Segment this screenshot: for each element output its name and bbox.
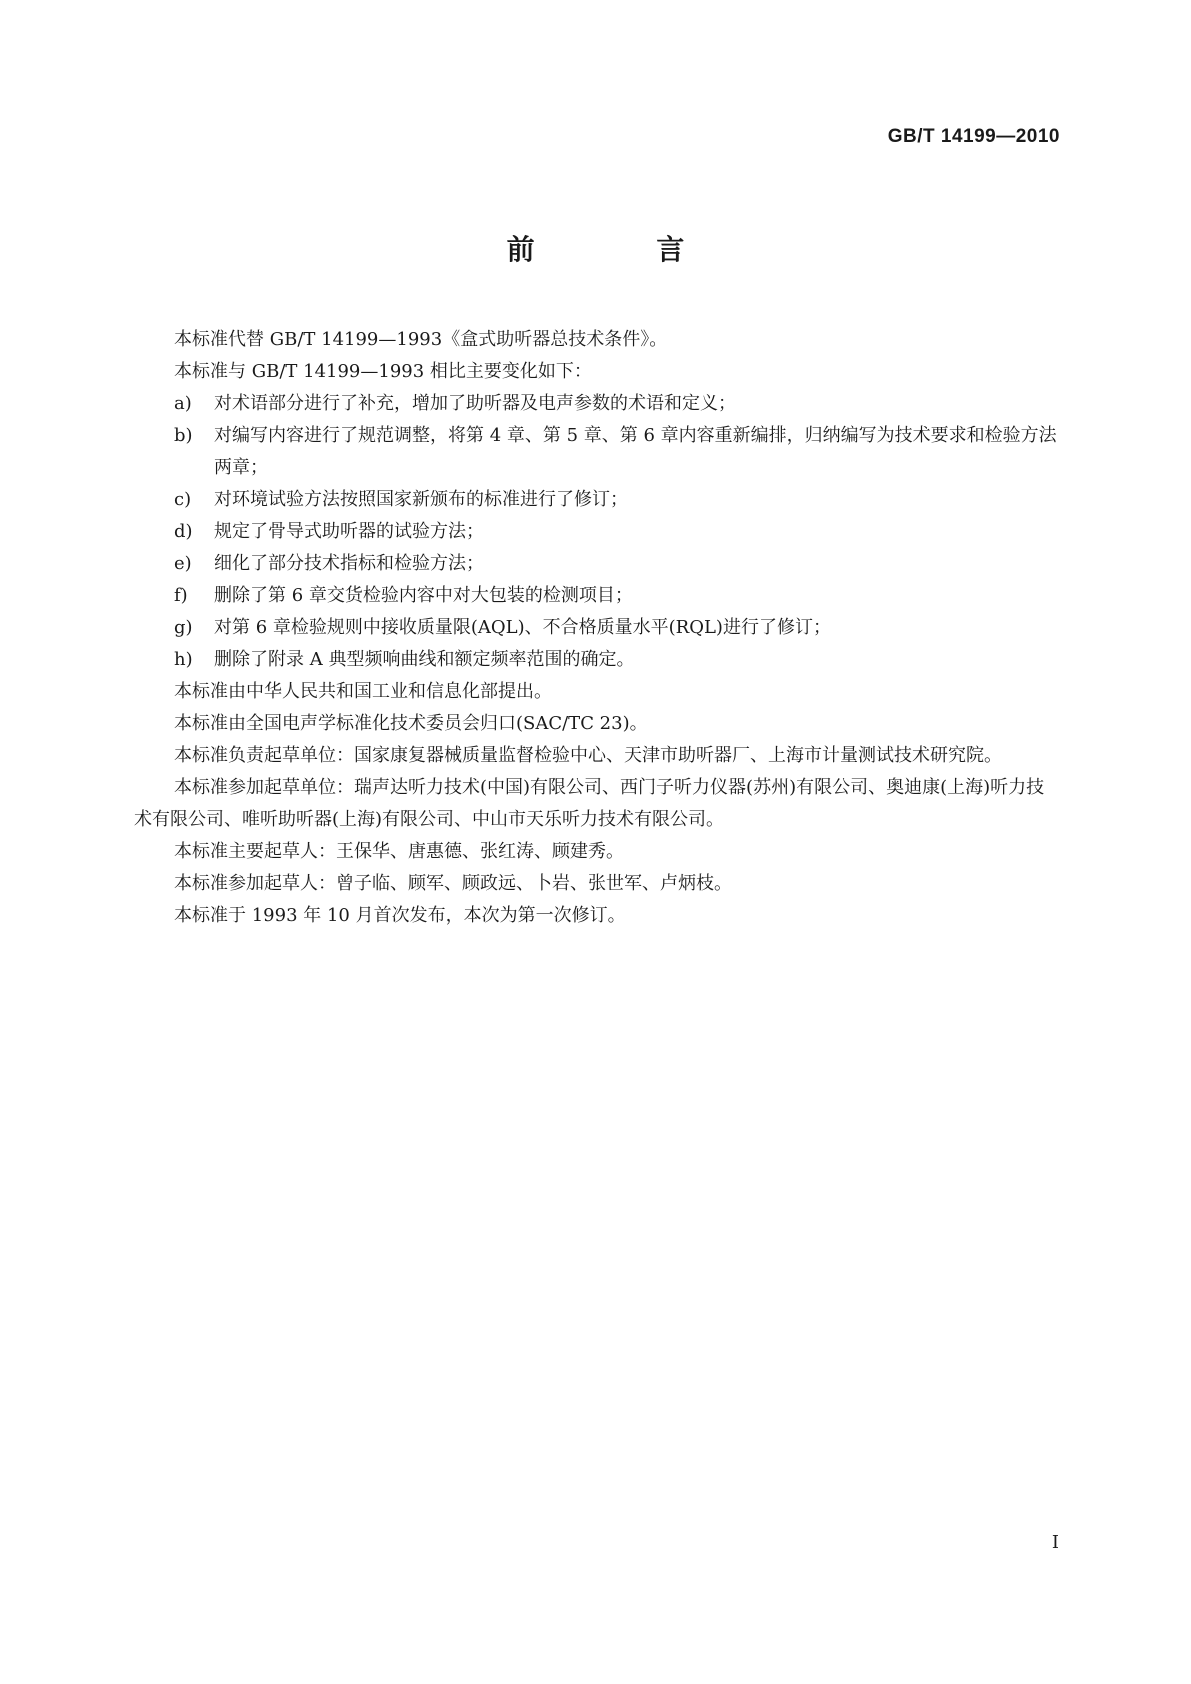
list-item-label: c) [174,489,192,510]
list-item [134,548,1060,580]
paragraph-proposer: 本标准由中华人民共和国工业和信息化部提出。 [174,681,552,702]
list-item-text: 对编写内容进行了规范调整，将第 4 章、第 5 章、第 6 章内容重新编排，归纳编写为技术要求和检验方法两章； [214,425,1057,478]
paragraph-participating-drafters: 本标准参加起草人：曾子临、顾军、顾政远、卜岩、张世军、卢炳枝。 [174,873,732,894]
page-title: 前 言 [506,233,741,266]
list-item-label: f) [174,585,188,606]
list-item [134,612,1060,644]
list-item-text: 删除了附录 A 典型频响曲线和额定频率范围的确定。 [214,649,635,670]
list-item [134,644,1060,676]
list-item-label: a) [174,393,192,414]
list-item [134,484,1060,516]
list-item-label: b) [174,425,193,446]
foreword-body [134,324,1060,932]
paragraph-participating-units: 本标准参加起草单位：瑞声达听力技术(中国)有限公司、西门子听力仪器(苏州)有限公司、奥迪康(上海)听力技术有限公司、唯听助听器(上海)有限公司、中山市天乐听力技术有限公司。 [134,777,1045,830]
list-item-text: 对环境试验方法按照国家新颁布的标准进行了修订； [214,489,628,510]
paragraph-main-drafting-units: 本标准负责起草单位：国家康复器械质量监督检验中心、天津市助听器厂、上海市计量测试技术研究院。 [174,745,1002,766]
list-item [134,388,1060,420]
paragraph-committee: 本标准由全国电声学标准化技术委员会归口(SAC/TC 23)。 [174,713,648,734]
changes-list [134,388,1060,676]
list-item-label: e) [174,553,192,574]
list-item-label: d) [174,521,193,542]
paragraph-main-drafters: 本标准主要起草人：王保华、唐惠德、张红涛、顾建秀。 [174,841,624,862]
list-item [134,580,1060,612]
list-item-label: g) [174,617,193,638]
list-item-label: h) [174,649,193,670]
list-item-text: 规定了骨导式助听器的试验方法； [214,521,484,542]
paragraph-release-history: 本标准于 1993 年 10 月首次发布，本次为第一次修订。 [174,905,626,926]
standard-code-header: GB/T 14199—2010 [887,126,1060,147]
page-number: I [1051,1532,1059,1553]
list-item-text: 删除了第 6 章交货检验内容中对大包装的检测项目； [214,585,633,606]
paragraph-changes-intro: 本标准与 GB/T 14199—1993 相比主要变化如下： [174,361,592,382]
list-item-text: 对第 6 章检验规则中接收质量限(AQL)、不合格质量水平(RQL)进行了修订； [214,617,831,638]
list-item-text: 细化了部分技术指标和检验方法； [214,553,484,574]
paragraph-replaces: 本标准代替 GB/T 14199—1993《盒式助听器总技术条件》。 [174,329,668,350]
list-item [134,420,1060,484]
list-item [134,516,1060,548]
list-item-text: 对术语部分进行了补充，增加了助听器及电声参数的术语和定义； [214,393,736,414]
